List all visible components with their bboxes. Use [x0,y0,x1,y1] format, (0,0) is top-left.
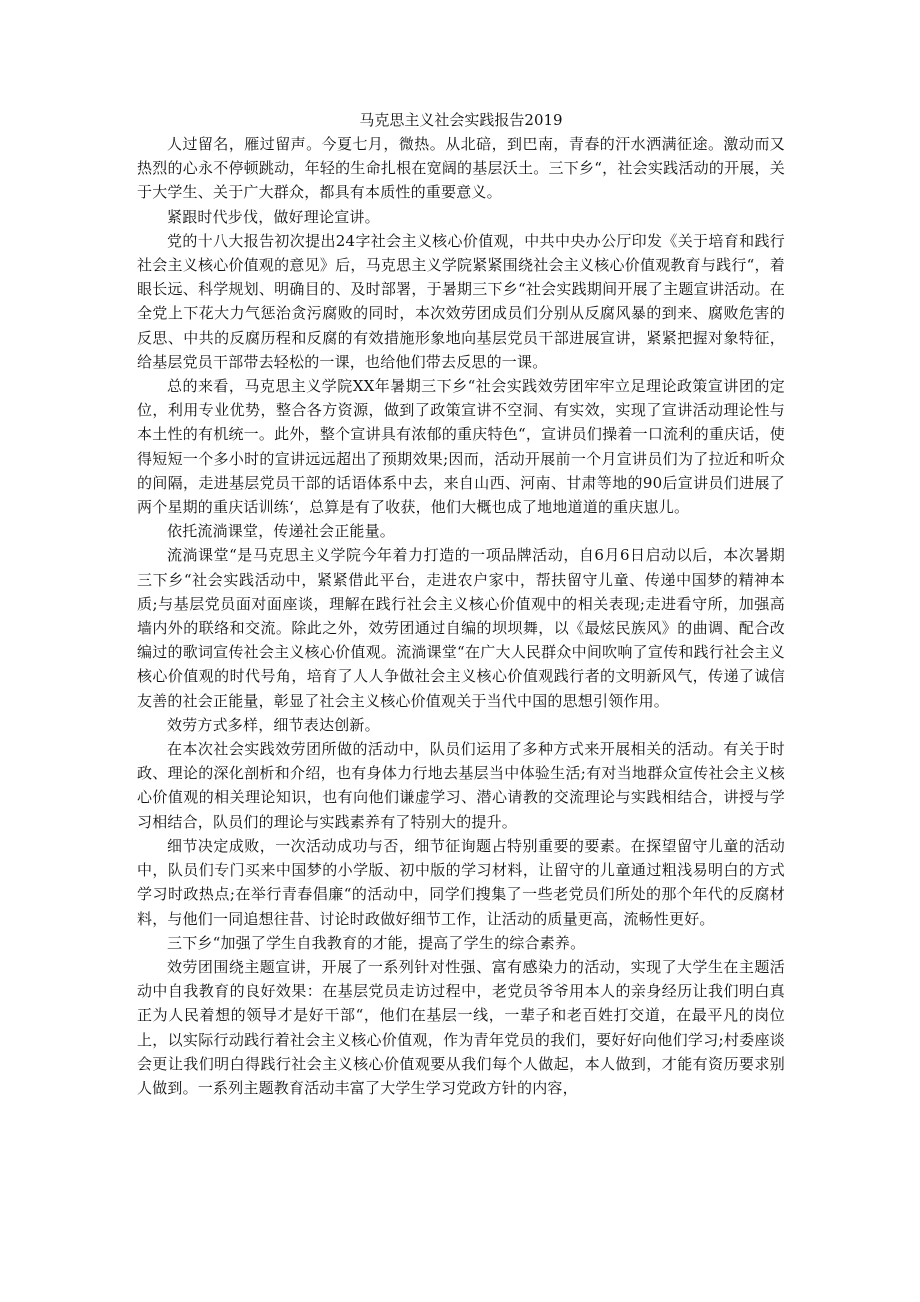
section-heading-methods: 效劳方式多样，细节表达创新。 [167,715,380,734]
paragraph-methods-2: 细节决定成败，一次活动成功与否，细节征询题占特别重要的要素。在探望留守儿童的活动中，队员们专门买来中国梦的小学版、初中版的学习材料，让留守的儿童通过粗浅易明白的方式学习时政热点;在举行青春倡廉“的活动中，同学们搜集了一些老党员们所处的那个年代的反腐材料，与他们一同追想往昔、讨论时政做好细节工作，让活动的质量更高，流畅性更好。 [137,836,785,928]
section-heading-classroom: 依托流淌课堂，传递社会正能量。 [167,522,396,541]
paragraph-theory-2: 总的来看，马克思主义学院XX年暑期三下乡“社会实践效劳团牢牢立足理论政策宣讲团的定位，利用专业优势，整合各方资源，做到了政策宣讲不空洞、有实效，实现了宣讲活动理论性与本土性的有机统一。此外，整个宣讲具有浓郁的重庆特色“，宣讲员们操着一口流利的重庆话，使得短短一个多小时的宣讲远远超出了预期效果;因而，活动开展前一个月宣讲员们为了拉近和听众的间隔，走进基层党员干部的话语体系中去，来自山西、河南、甘肃等地的90后宣讲员们进展了两个星期的重庆话训练‘，总算是有了收获，他们大概也成了地地道道的重庆崽儿。 [137,377,785,517]
section-heading-education: 三下乡“加强了学生自我教育的才能，提高了学生的综合素养。 [167,933,586,952]
paragraph-education: 效劳团围绕主题宣讲，开展了一系列针对性强、富有感染力的活动，实现了大学生在主题活动中自我教育的良好效果：在基层党员走访过程中，老党员爷爷用本人的亲身经历让我们明白真正为人民着想的领导才是好干部“，他们在基层一线，一辈子和老百姓打交道，在最平凡的岗位上，以实际行动践行着社会主义核心价值观，作为青年党员的我们，要好好向他们学习;村委座谈会更让我们明白得践行社会主义核心价值观要从我们每个人做起，本人做到，才能有资历要求别人做到。一系列主题教育活动丰富了大学生学习党政方针的内容， [137,957,785,1097]
paragraph-methods-1: 在本次社会实践效劳团所做的活动中，队员们运用了多种方式来开展相关的活动。有关于时政、理论的深化剖析和介绍，也有身体力行地去基层当中体验生活;有对当地群众宣传社会主义核心价值观的相关理论知识，也有向他们谦虚学习、潜心请教的交流理论与实践相结合，讲授与学习相结合，队员们的理论与实践素养有了特别大的提升。 [137,740,785,831]
paragraph-classroom: 流淌课堂“是马克思主义学院今年着力打造的一项品牌活动，自6月6日启动以后，本次暑期三下乡“社会实践活动中，紧紧借此平台，走进农户家中，帮扶留守儿童、传递中国梦的精神本质;与基层党员面对面座谈，理解在践行社会主义核心价值观中的相关表现;走进看守所，加强高墙内外的联络和交流。除此之外，效劳团通过自编的坝坝舞，以《最炫民族风》的曲调、配合改编过的歌词宣传社会主义核心价值观。流淌课堂“在广大人民群众中间吹响了宣传和践行社会主义核心价值观的时代号角，培育了人人争做社会主义核心价值观践行者的文明新风气，传递了诚信友善的社会正能量，彰显了社会主义核心价值观关于当代中国的思想引领作用。 [137,546,785,710]
document-page [137,108,785,1100]
paragraph-intro: 人过留名，雁过留声。今夏七月，微热。从北碚，到巴南，青春的汗水洒满征途。激动而又热烈的心永不停顿跳动，年轻的生命扎根在宽阔的基层沃土。三下乡“，社会实践活动的开展，关于大学生、关于广大群众，都具有本质性的重要意义。 [137,135,785,202]
section-heading-theory: 紧跟时代步伐，做好理论宣讲。 [167,207,380,226]
document-title: 马克思主义社会实践报告2019 [359,111,563,129]
paragraph-theory-1: 党的十八大报告初次提出24字社会主义核心价值观，中共中央办公厅印发《关于培育和践行社会主义核心价值观的意见》后，马克思主义学院紧紧围绕社会主义核心价值观教育与践行“，着眼长远、科学规划、明确目的、及时部署，于暑期三下乡“社会实践期间开展了主题宣讲活动。在全党上下花大力气惩治贪污腐败的同时，本次效劳团成员们分别从反腐风暴的到来、腐败危害的反思、中共的反腐历程和反腐的有效措施形象地向基层党员干部进展宣讲，紧紧把握对象特征，给基层党员干部带去轻松的一课，也给他们带去反思的一课。 [137,231,785,371]
